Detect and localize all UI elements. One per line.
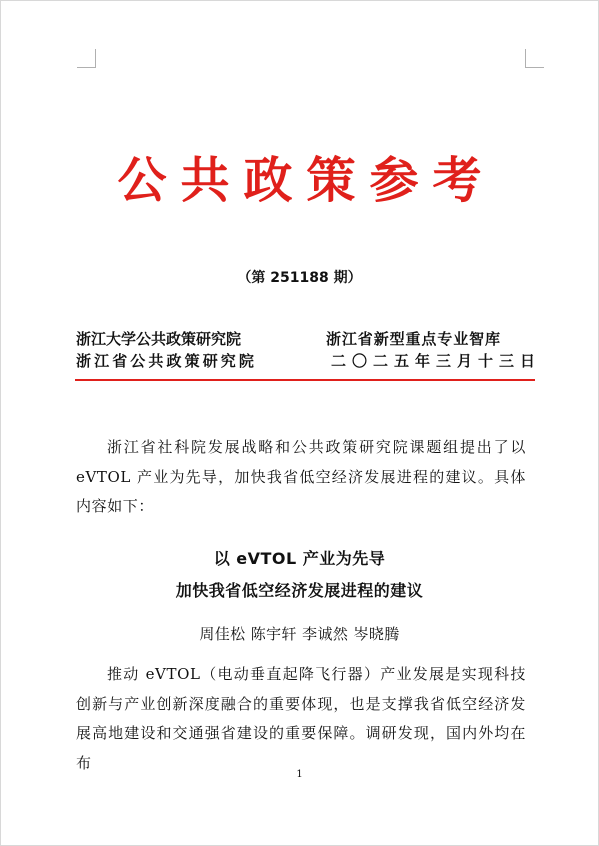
crop-mark-top-left [77,49,96,68]
issue-number: （第 251188 期） [237,270,362,286]
body-paragraph: 推动 eVTOL（电动垂直起降飞行器）产业发展是实现科技创新与产业创新深度融合的重要体现，也是支撑我省低空经济发展高地建设和交通强省建设的重要保障。调研发现，国内外均在布 [76,665,526,772]
publisher-left-line-2: 浙江省公共政策研究院 [76,352,258,370]
masthead-title: 公共政策参考 [117,151,496,209]
article-title-line-2: 加快我省低空经济发展进程的建议 [175,581,424,600]
article-title-line-1: 以 eVTOL 产业为先导 [213,549,386,568]
intro-paragraph: 浙江省社科院发展战略和公共政策研究院课题组提出了以eVTOL 产业为先导，加快我省低空经济发展进程的建议。具体内容如下： [76,438,526,515]
header-divider [75,379,535,381]
article-authors: 周佳松 陈宇轩 李诚然 岑晓腾 [199,625,400,643]
crop-mark-top-right [525,49,544,68]
publisher-left-line-1: 浙江大学公共政策研究院 [76,330,242,348]
publisher-right-line-1: 浙江省新型重点专业智库 [326,330,501,348]
page-number: 1 [296,769,303,780]
publication-date: 二〇二五年三月十三日 [331,352,542,370]
